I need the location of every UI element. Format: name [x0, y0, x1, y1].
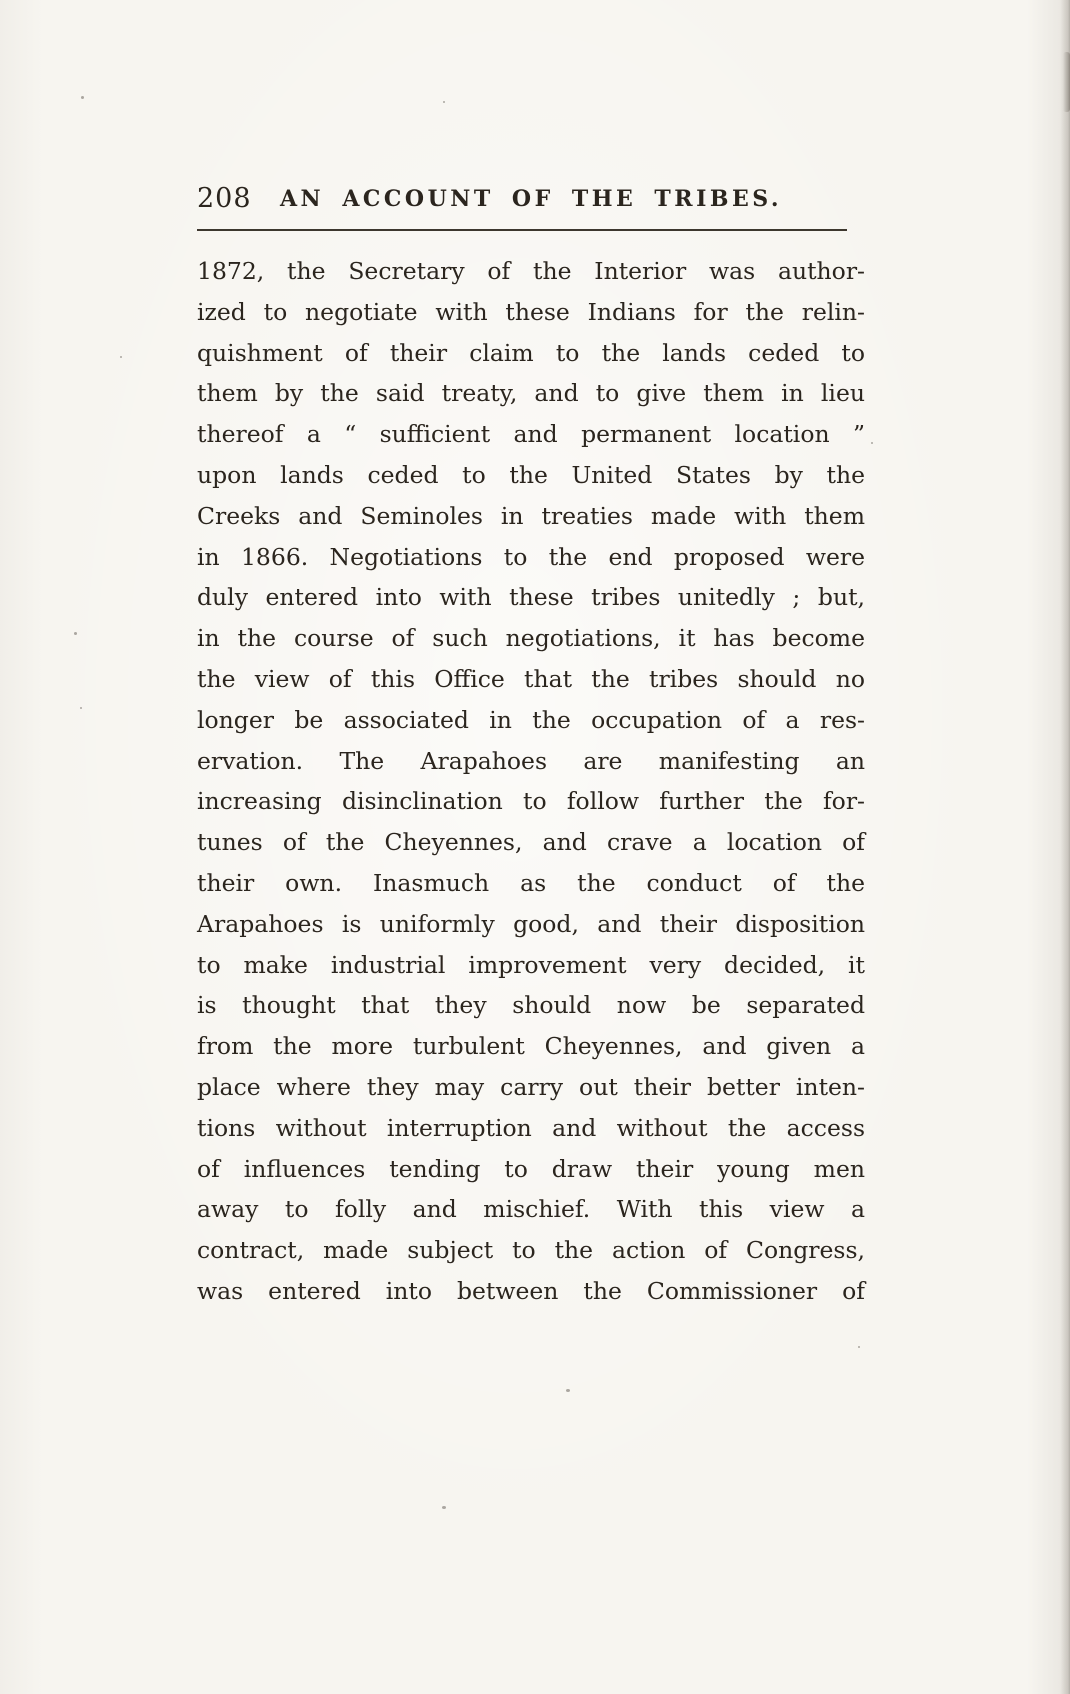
text-line: from the more turbulent Cheyennes, and given a — [197, 1032, 865, 1061]
text-line: in 1866. Negotiations to the end proposed were — [197, 542, 865, 571]
text-line: tions without interruption and without the access — [197, 1113, 865, 1142]
text-line: is thought that they should now be separated — [197, 991, 865, 1020]
scan-speck — [871, 442, 873, 444]
page-header — [197, 183, 865, 217]
scan-speck — [566, 1389, 570, 1392]
text-line: place where they may carry out their better inten- — [197, 1072, 865, 1101]
text-line: ervation. The Arapahoes are manifesting an — [197, 746, 865, 775]
text-line: longer be associated in the occupation of a res- — [197, 705, 865, 734]
text-line: Creeks and Seminoles in treaties made with them — [197, 501, 865, 530]
text-line: 1872, the Secretary of the Interior was author- — [197, 257, 865, 285]
scan-speck — [80, 707, 82, 709]
scan-speck — [442, 1506, 446, 1509]
text-line: was entered into between the Commissioner of — [197, 1276, 865, 1305]
text-line: contract, made subject to the action of Congress, — [197, 1236, 865, 1265]
page-edge-shadow — [1060, 0, 1070, 1694]
scan-speck — [81, 96, 84, 99]
text-line: duly entered into with these tribes unitedly ; but, — [197, 583, 865, 612]
text-line: tunes of the Cheyennes, and crave a location of — [197, 828, 865, 857]
text-line: of influences tending to draw their young men — [197, 1154, 865, 1183]
body-text — [197, 251, 865, 1312]
text-line: them by the said treaty, and to give them in lieu — [197, 379, 865, 408]
scan-speck — [443, 101, 445, 103]
text-line: away to folly and mischief. With this view a — [197, 1195, 865, 1224]
text-line: quishment of their claim to the lands ceded to — [197, 338, 865, 367]
text-line: Arapahoes is uniformly good, and their disposition — [197, 909, 865, 938]
text-line: the view of this Office that the tribes should no — [197, 664, 865, 693]
scan-speck — [74, 632, 77, 635]
text-line: thereof a “ sufficient and permanent location ” — [197, 420, 865, 449]
scan-edge-mark — [1063, 52, 1070, 112]
header-rule — [197, 229, 847, 231]
scan-speck — [120, 356, 122, 358]
text-line: upon lands ceded to the United States by the — [197, 460, 865, 489]
text-line: increasing disinclination to follow further the for- — [197, 787, 865, 816]
text-line: their own. Inasmuch as the conduct of the — [197, 868, 865, 897]
text-line: ized to negotiate with these Indians for the relin- — [197, 297, 865, 326]
scan-speck — [858, 1346, 860, 1348]
text-line: in the course of such negotiations, it has become — [197, 624, 865, 653]
text-line: to make industrial improvement very decided, it — [197, 950, 865, 979]
running-header: AN ACCOUNT OF THE TRIBES. — [279, 186, 782, 212]
page-number: 208 — [197, 183, 252, 214]
